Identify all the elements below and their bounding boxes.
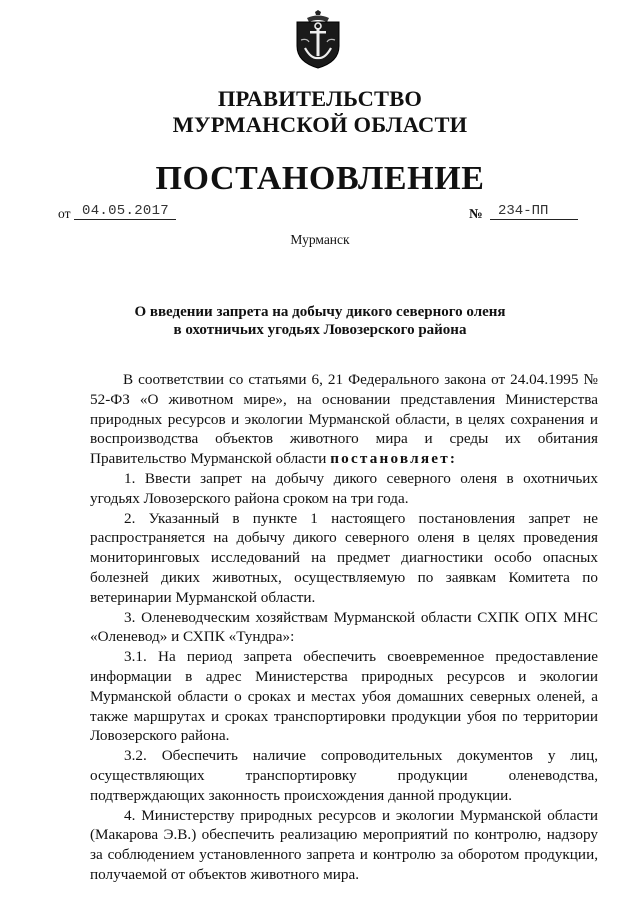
government-name-line2: МУРМАНСКОЙ ОБЛАСТИ [172, 112, 468, 137]
paragraph-3-2: 3.2. Обеспечить наличие сопроводительных документов у лиц, осуществляющих транспортировку продукции оленеводства, подтверждающих законность происхождения данной продукции. [90, 747, 598, 804]
date-label: от [58, 206, 71, 221]
decree-word: постановляет: [330, 450, 458, 468]
paragraph-4: 4. Министерству природных ресурсов и экологии Мурманской области (Макарова Э.В.) обеспечить реализацию мероприятий по контролю, надзору за соблюдением установленного запрета и контролю за оборотом продукции, получаемой от объектов животного мира. [90, 806, 598, 883]
intro-text: В соответствии со статьями 6, 21 Федерального закона от 24.04.1995 № 52-ФЗ «О животном мире», на основании представления Министерства природных ресурсов и экологии Мурманской области, в целях сохранения и воспроизводства объектов животного мира и среды их обитания Правительство Мурманской области [90, 371, 598, 468]
paragraph-3: 3. Оленеводческим хозяйствам Мурманской области СХПК ОПХ МНС «Оленевод» и СХПК «Тундра»: [90, 608, 598, 646]
city-name: Мурманск [290, 232, 350, 247]
government-name-line1: ПРАВИТЕЛЬСТВО [217, 86, 423, 111]
paragraph-2: 2. Указанный в пункте 1 настоящего постановления запрет не распространяется на добычу дикого северного оленя в целях проведения мониторинговых исследований на предмет диагностики особо опасных болезней диких животных, осуществляемую по заявкам Комитета по ветеринарии Мурманской области. [90, 509, 598, 606]
document-body [90, 370, 598, 885]
document-title-line2: в охотничьих угодьях Ловозерского района [173, 322, 467, 338]
coat-of-arms-emblem [293, 10, 343, 70]
document-number: 234-ПП [490, 203, 578, 220]
paragraph-1: 1. Ввести запрет на добычу дикого северного оленя в охотничьих угодьях Ловозерского района сроком на три года. [90, 469, 598, 507]
intro-paragraph [90, 370, 598, 469]
document-title-line1: О введении запрета на добычу дикого северного оленя [134, 304, 506, 320]
document-date: 04.05.2017 [74, 203, 176, 220]
paragraph-3-1: 3.1. На период запрета обеспечить своевременное предоставление информации в адрес Министерства природных ресурсов и экологии Мурманской области о сроках и местах убоя домашних северных оленей, а также маршрутах и сроках транспортировки продукции убоя по территории Ловозерского района. [90, 648, 598, 745]
number-label: № [469, 206, 483, 221]
document-type-heading: ПОСТАНОВЛЕНИЕ [155, 160, 485, 197]
